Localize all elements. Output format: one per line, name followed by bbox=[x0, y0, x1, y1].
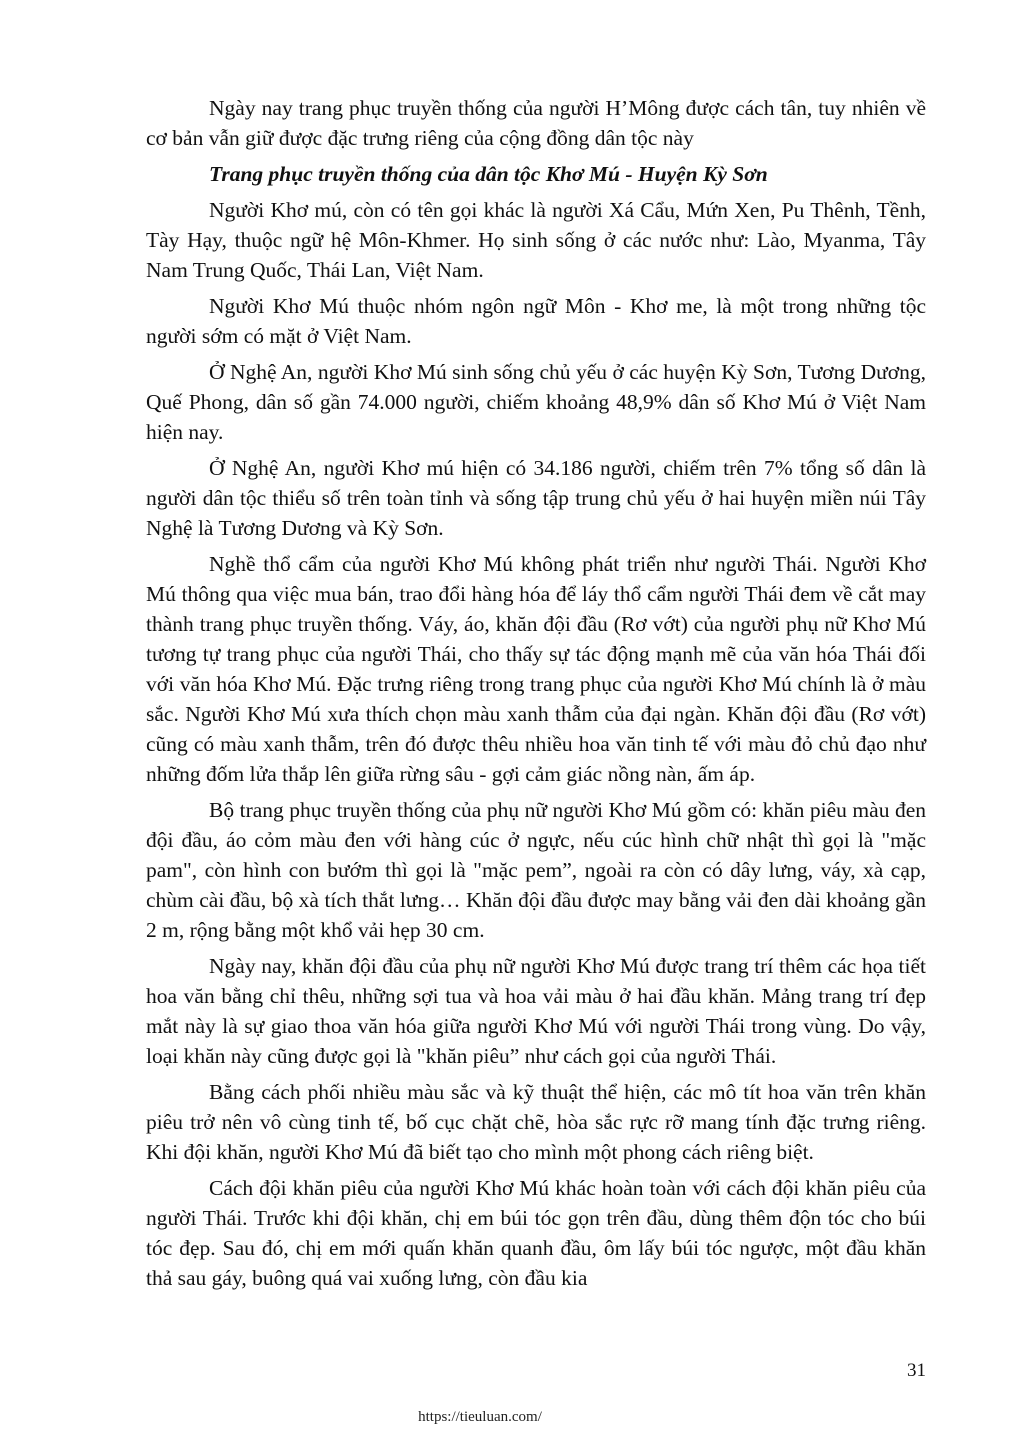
paragraph: Bằng cách phối nhiều màu sắc và kỹ thuật thể hiện, các mô tít hoa văn trên khăn piêu trở nên vô cùng tinh tế, bố cục chặt chẽ, hòa sắc rực rỡ mang tính đặc trưng riêng. Khi đội khăn, người Khơ Mú đã biết tạo cho mình một phong cách riêng biệt. bbox=[146, 1080, 926, 1164]
paragraph: Người Khơ mú, còn có tên gọi khác là người Xá Cẩu, Mứn Xen, Pu Thênh, Tềnh, Tày Hạy, thuộc ngữ hệ Môn-Khmer. Họ sinh sống ở các nước như: Lào, Myanma, Tây Nam Trung Quốc, Thái Lan, Việt Nam. bbox=[146, 198, 926, 282]
paragraph: Ngày nay trang phục truyền thống của người H’Mông được cách tân, tuy nhiên về cơ bản vẫn giữ được đặc trưng riêng của cộng đồng dân tộc này bbox=[146, 96, 926, 150]
paragraph: Ở Nghệ An, người Khơ Mú sinh sống chủ yếu ở các huyện Kỳ Sơn, Tương Dương, Quế Phong, dân số gần 74.000 người, chiếm khoảng 48,9% dân số Khơ Mú ở Việt Nam hiện nay. bbox=[146, 360, 926, 444]
paragraph: Bộ trang phục truyền thống của phụ nữ người Khơ Mú gồm có: khăn piêu màu đen đội đầu, áo cỏm màu đen với hàng cúc ở ngực, nếu cúc hình chữ nhật thì gọi là "mặc pam", còn hình con bướm thì gọi là "mặc pem”, ngoài ra còn có dây lưng, váy, xà cạp, chùm cài đầu, bộ xà tích thắt lưng… Khăn đội đầu được may bằng vải đen dài khoảng gần 2 m, rộng bằng một khổ vải hẹp 30 cm. bbox=[146, 798, 926, 942]
body-text bbox=[146, 93, 926, 1299]
section-heading: Trang phục truyền thống của dân tộc Khơ Mú - Huyện Kỳ Sơn bbox=[209, 162, 768, 186]
paragraph: Cách đội khăn piêu của người Khơ Mú khác hoàn toàn với cách đội khăn piêu của người Thái. Trước khi đội khăn, chị em búi tóc gọn trên đầu, dùng thêm độn tóc cho búi tóc đẹp. Sau đó, chị em mới quấn khăn quanh đầu, ôm lấy búi tóc ngược, một đầu khăn thả sau gáy, buông quá vai xuống lưng, còn đầu kia bbox=[146, 1176, 926, 1290]
paragraph: Ở Nghệ An, người Khơ mú hiện có 34.186 người, chiếm trên 7% tổng số dân là người dân tộc thiểu số trên toàn tỉnh và sống tập trung chủ yếu ở hai huyện miền núi Tây Nghệ là Tương Dương và Kỳ Sơn. bbox=[146, 456, 926, 540]
footer-url[interactable]: https://tieuluan.com/ bbox=[418, 1409, 542, 1425]
page-number: 31 bbox=[907, 1360, 926, 1381]
paragraph: Ngày nay, khăn đội đầu của phụ nữ người Khơ Mú được trang trí thêm các họa tiết hoa văn bằng chỉ thêu, những sợi tua và hoa vải màu ở hai đầu khăn. Mảng trang trí đẹp mắt này là sự giao thoa văn hóa giữa người Khơ Mú với người Thái trong vùng. Do vậy, loại khăn này cũng được gọi là "khăn piêu” như cách gọi của người Thái. bbox=[146, 954, 926, 1068]
paragraph: Nghề thổ cẩm của người Khơ Mú không phát triển như người Thái. Người Khơ Mú thông qua việc mua bán, trao đổi hàng hóa để láy thổ cẩm người Thái đem về cắt may thành trang phục truyền thống. Váy, áo, khăn đội đầu (Rơ vớt) của người phụ nữ Khơ Mú tương tự trang phục của người Thái, cho thấy sự tác động mạnh mẽ của văn hóa Thái đối với văn hóa Khơ Mú. Đặc trưng riêng trong trang phục của người Khơ Mú chính là ở màu sắc. Người Khơ Mú xưa thích chọn màu xanh thẫm của đại ngàn. Khăn đội đầu (Rơ vớt) cũng có màu xanh thẫm, trên đó được thêu nhiều hoa văn tinh tế với màu đỏ chủ đạo như những đốm lửa thắp lên giữa rừng sâu - gợi cảm giác nồng nàn, ấm áp. bbox=[146, 552, 926, 786]
paragraph: Người Khơ Mú thuộc nhóm ngôn ngữ Môn - Khơ me, là một trong những tộc người sớm có mặt ở Việt Nam. bbox=[146, 294, 926, 348]
